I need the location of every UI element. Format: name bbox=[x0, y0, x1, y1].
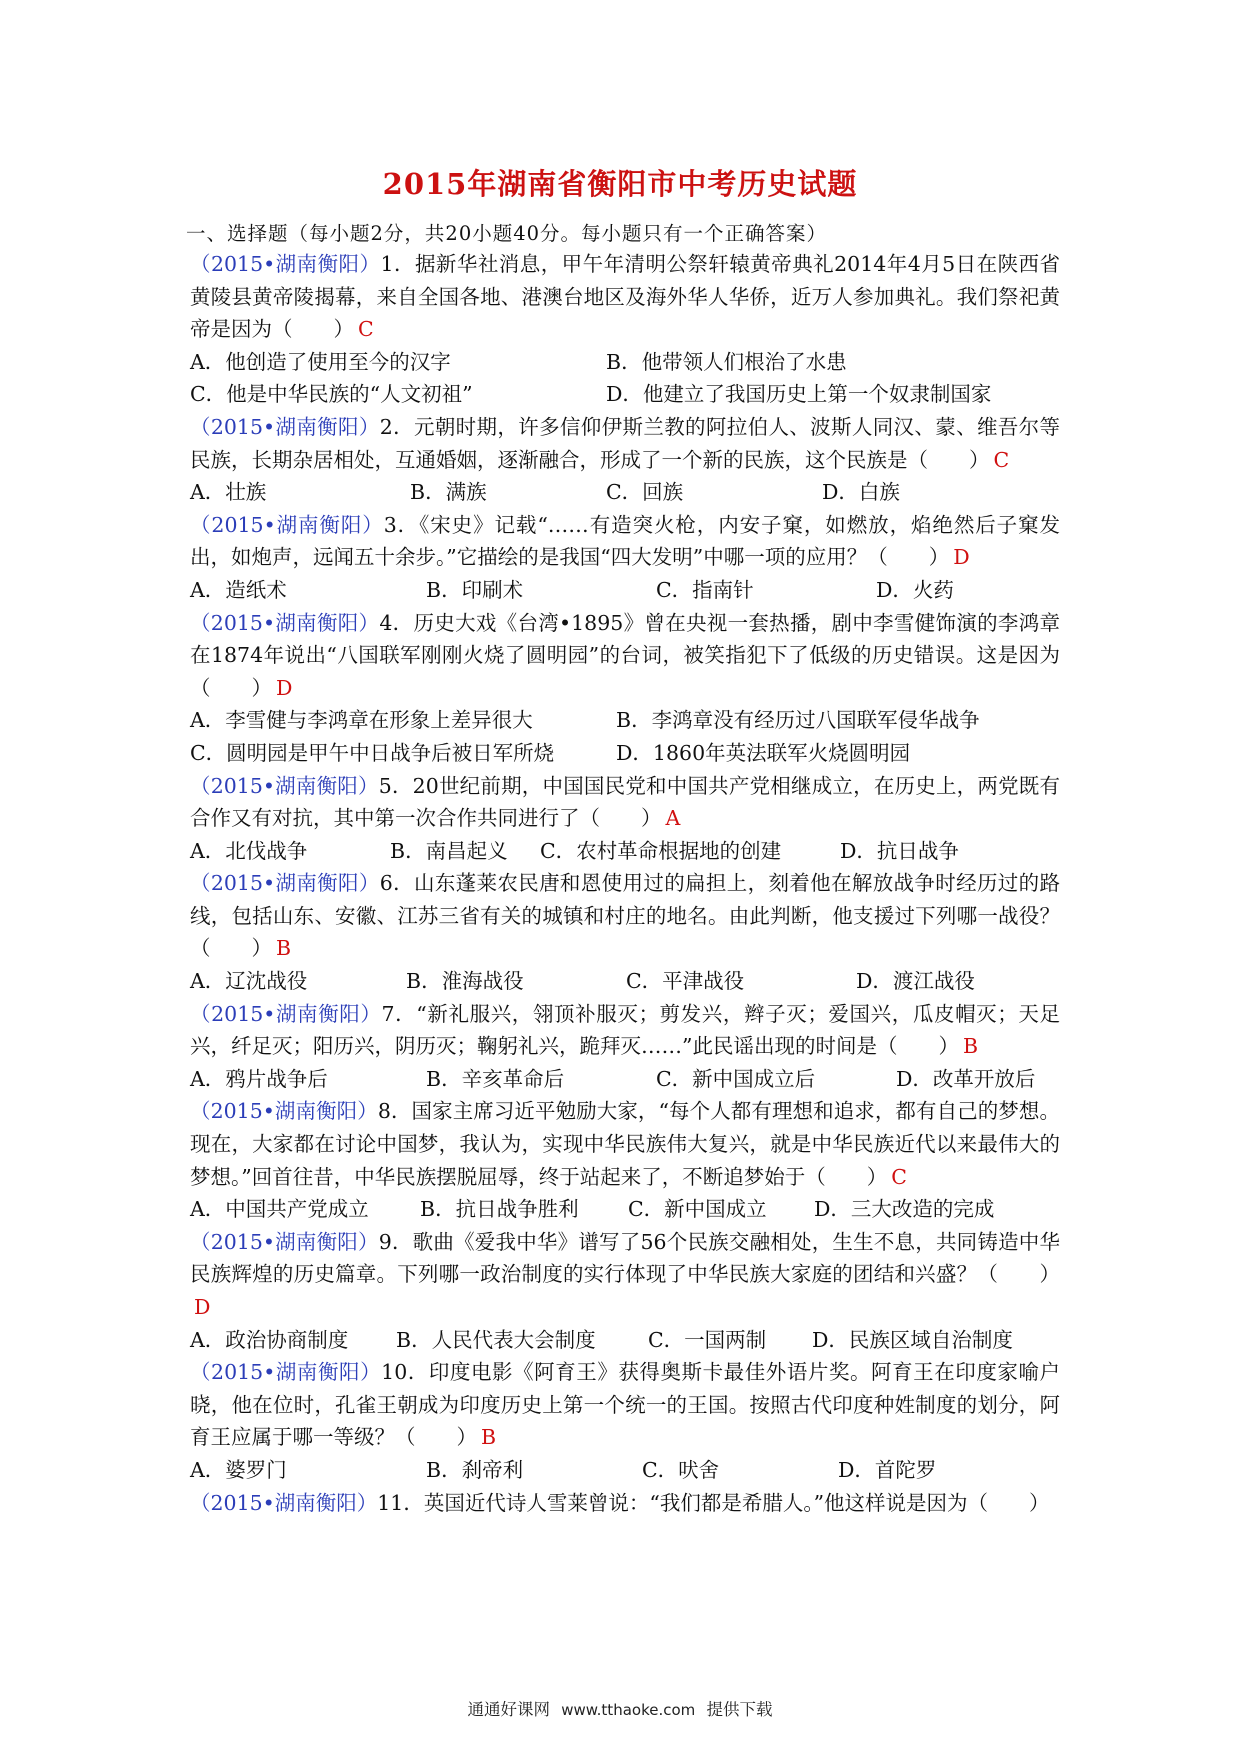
question-source: （2015•湖南衡阳） bbox=[190, 512, 384, 537]
option-c: C．圆明园是甲午中日战争后被日军所烧 bbox=[190, 740, 555, 765]
option-c: C．农村革命根据地的创建 bbox=[540, 838, 782, 863]
option-a: A．北伐战争 bbox=[190, 838, 308, 863]
option-a: A．中国共产党成立 bbox=[190, 1197, 369, 1222]
answer-mark: D bbox=[953, 545, 970, 570]
option-c: C．指南针 bbox=[656, 577, 754, 602]
footer-url: www.tthaoke.com bbox=[561, 1701, 696, 1719]
answer-mark: B bbox=[962, 1034, 979, 1059]
option-d: D．首陀罗 bbox=[838, 1457, 937, 1482]
option-b: B．满族 bbox=[410, 480, 487, 505]
option-row bbox=[190, 737, 1060, 770]
option-row bbox=[190, 1063, 1060, 1096]
option-row bbox=[190, 1193, 1060, 1226]
question-item bbox=[190, 607, 1060, 770]
question-text: 1．据新华社消息，甲午年清明公祭轩辕黄帝典礼2014年4月5日在陕西省黄陵县黄帝陵揭幕，来自全国各地、港澳台地区及海外华人华侨，近万人参加典礼。我们祭祀黄帝是因为（ ） bbox=[190, 252, 1060, 342]
option-b: B．淮海战役 bbox=[406, 969, 524, 994]
option-b: B．抗日战争胜利 bbox=[420, 1197, 579, 1222]
option-a: A．李雪健与李鸿章在形象上差异很大 bbox=[190, 708, 533, 733]
question-source: （2015•湖南衡阳） bbox=[190, 1099, 378, 1124]
question-text: 7．“新礼服兴，翎顶补服灭；剪发兴，辫子灭；爱国兴，瓜皮帽灭；天足兴，纤足灭；阳历兴，阴历灭；鞠躬礼兴，跪拜灭……”此民谣出现的时间是（ ） bbox=[190, 1001, 1061, 1059]
option-d: D．1860年英法联军火烧圆明园 bbox=[616, 740, 911, 765]
option-a: A．婆罗门 bbox=[190, 1457, 287, 1482]
question-text: 10．印度电影《阿育王》获得奥斯卡最佳外语片奖。阿育王在印度家喻户晓，他在位时，孔雀王朝成为印度历史上第一个统一的王国。按照古代印度种姓制度的划分，阿育王应属于哪一等级？（ ） bbox=[190, 1360, 1061, 1450]
answer-mark: C bbox=[358, 317, 374, 342]
section-heading: 一、选择题（每小题2分，共20小题40分。每小题只有一个正确答案） bbox=[186, 222, 828, 245]
option-d: D．抗日战争 bbox=[840, 838, 959, 863]
question-item bbox=[190, 1226, 1060, 1356]
question-source: （2015•湖南衡阳） bbox=[190, 252, 381, 276]
question-item bbox=[190, 1095, 1060, 1225]
question-item bbox=[190, 248, 1060, 411]
answer-mark: D bbox=[194, 1295, 211, 1319]
answer-mark: C bbox=[891, 1164, 907, 1189]
option-d: D．改革开放后 bbox=[896, 1066, 1036, 1091]
question-item bbox=[190, 411, 1060, 509]
option-c: C．回族 bbox=[606, 480, 684, 505]
option-b: B．人民代表大会制度 bbox=[396, 1327, 596, 1352]
option-row bbox=[190, 835, 1060, 868]
option-row bbox=[190, 574, 1060, 607]
option-d: D．民族区域自治制度 bbox=[812, 1327, 1013, 1352]
option-b: B．南昌起义 bbox=[390, 838, 508, 863]
option-b: B．李鸿章没有经历过八国联军侵华战争 bbox=[616, 708, 980, 733]
question-source: （2015•湖南衡阳） bbox=[190, 414, 380, 439]
question-text: 5．20世纪前期，中国国民党和中国共产党相继成立，在历史上，两党既有合作又有对抗，其中第一次合作共同进行了（ ） bbox=[190, 773, 1060, 831]
option-d: D．渡江战役 bbox=[856, 969, 975, 994]
option-b: B．刹帝利 bbox=[426, 1457, 524, 1482]
option-row bbox=[190, 378, 1060, 411]
option-b: B．辛亥革命后 bbox=[426, 1066, 565, 1091]
option-c: C．吠舍 bbox=[642, 1457, 720, 1482]
question-item bbox=[190, 770, 1060, 868]
option-c: C．一国两制 bbox=[648, 1327, 767, 1352]
question-source: （2015•湖南衡阳） bbox=[190, 1229, 379, 1254]
question-list bbox=[190, 248, 1060, 1519]
question-item bbox=[190, 1356, 1060, 1486]
question-source: （2015•湖南衡阳） bbox=[190, 1001, 382, 1026]
page-footer bbox=[0, 1696, 1240, 1720]
question-text: 6．山东蓬莱农民唐和恩使用过的扁担上，刻着他在解放战争时经历过的路线，包括山东、安徽、江苏三省有关的城镇和村庄的地名。由此判断，他支援过下列哪一战役？（ ） bbox=[190, 871, 1061, 961]
option-b: B．印刷术 bbox=[426, 577, 524, 602]
question-text: 11．英国近代诗人雪莱曾说：“我们都是希腊人。”他这样说是因为（ ） bbox=[377, 1490, 1050, 1515]
option-a: A．壮族 bbox=[190, 480, 267, 505]
answer-mark: B bbox=[481, 1425, 497, 1450]
option-d: D．他建立了我国历史上第一个奴隶制国家 bbox=[606, 382, 992, 407]
option-row bbox=[190, 1454, 1060, 1487]
question-source: （2015•湖南衡阳） bbox=[190, 871, 380, 896]
option-row bbox=[190, 965, 1060, 998]
question-text: 9．歌曲《爱我中华》谱写了56个民族交融相处，生生不息，共同铸造中华民族辉煌的历史篇章。下列哪一政治制度的实行体现了中华民族大家庭的团结和兴盛？（ ） bbox=[190, 1229, 1060, 1287]
question-item bbox=[190, 1487, 1060, 1520]
question-source: （2015•湖南衡阳） bbox=[190, 773, 379, 798]
option-c: C．新中国成立 bbox=[628, 1197, 767, 1222]
question-item bbox=[190, 867, 1060, 997]
question-text: 4．历史大戏《台湾•1895》曾在央视一套热播，剧中李雪健饰演的李鸿章在1874年说出“八国联军刚刚火烧了圆明园”的台词，被笑指犯下了低级的历史错误。这是因为（ ） bbox=[190, 610, 1061, 700]
footer-site-name: 通通好课网 bbox=[467, 1700, 550, 1719]
option-row bbox=[190, 1324, 1060, 1357]
option-a: A．造纸术 bbox=[190, 577, 287, 602]
question-item bbox=[190, 998, 1060, 1096]
answer-mark: D bbox=[276, 675, 293, 700]
option-d: D．三大改造的完成 bbox=[814, 1197, 995, 1222]
option-row bbox=[190, 346, 1060, 379]
question-text: 3．《宋史》记载“……有造突火枪，内安子窠，如燃放，焰绝然后子窠发出，如炮声，远闻五十余步。”它描绘的是我国“四大发明”中哪一项的应用？（ ） bbox=[190, 512, 1060, 570]
answer-mark: B bbox=[276, 936, 292, 961]
option-c: C．平津战役 bbox=[626, 969, 745, 994]
option-b: B．他带领人们根治了水患 bbox=[606, 349, 847, 374]
question-source: （2015•湖南衡阳） bbox=[190, 1490, 378, 1515]
option-a: A．鸦片战争后 bbox=[190, 1066, 328, 1091]
question-text: 2．元朝时期，许多信仰伊斯兰教的阿拉伯人、波斯人同汉、蒙、维吾尔等民族，长期杂居相处，互通婚姻，逐渐融合，形成了一个新的民族，这个民族是（ ） bbox=[190, 414, 1061, 472]
option-d: D．白族 bbox=[822, 480, 900, 505]
option-a: A．辽沈战役 bbox=[190, 969, 308, 994]
answer-mark: A bbox=[665, 806, 681, 831]
question-source: （2015•湖南衡阳） bbox=[190, 1360, 382, 1385]
option-a: A．他创造了使用至今的汉字 bbox=[190, 349, 451, 374]
option-row bbox=[190, 704, 1060, 737]
option-d: D．火药 bbox=[876, 577, 954, 602]
question-source: （2015•湖南衡阳） bbox=[190, 610, 380, 635]
option-c: C．他是中华民族的“人文初祖” bbox=[190, 382, 473, 407]
answer-mark: C bbox=[993, 447, 1010, 472]
footer-note: 提供下载 bbox=[706, 1700, 773, 1719]
page-title: 2015年湖南省衡阳市中考历史试题 bbox=[382, 167, 858, 201]
option-row bbox=[190, 476, 1060, 509]
question-text: 8．国家主席习近平勉励大家，“每个人都有理想和追求，都有自己的梦想。现在，大家都在讨论中国梦，我认为，实现中华民族伟大复兴，就是中华民族近代以来最伟大的梦想。”回首往昔，中华民族摆脱屈辱，终于站起来了，不断追梦始于（ ） bbox=[190, 1099, 1060, 1189]
option-a: A．政治协商制度 bbox=[190, 1327, 349, 1352]
option-c: C．新中国成立后 bbox=[656, 1066, 816, 1091]
question-item bbox=[190, 509, 1060, 607]
